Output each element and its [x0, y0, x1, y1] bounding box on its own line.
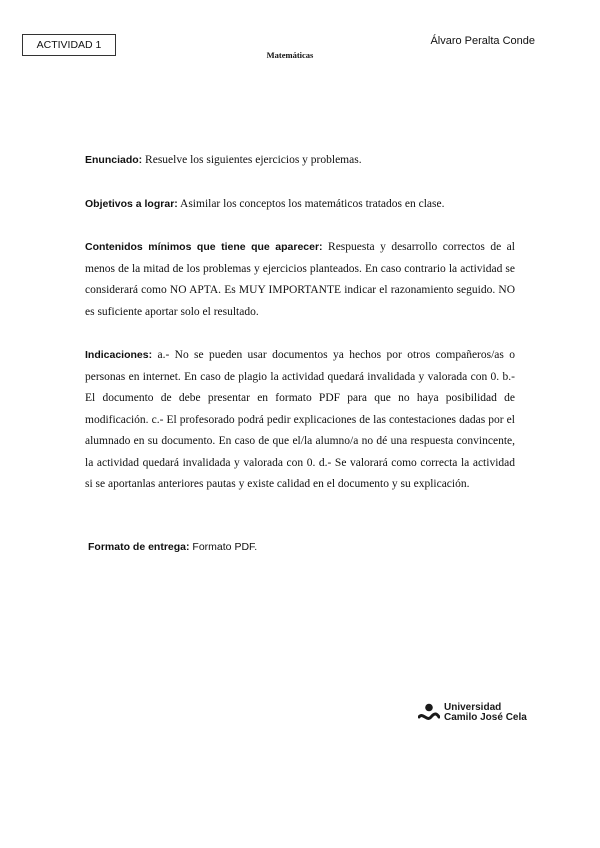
instructions-text: a.- No se pueden usar documentos ya hechos por otros compañeros/as o personas en internet. En caso de plagio la actividad quedará invalidada y valorada con 0. b.- El documento de debe presentar en formato PDF para que no haya posibilidad de modificación. c.- El profesorado podrá pedir explicaciones de las contestaciones dadas por el alumnado en su documento. En caso de que el/la alumno/a no dé una respuesta convincente, la actividad quedará invalidada y valorada con 0. d.- Se valorará como correcta la actividad si se aportanlas anteriores pautas y existe calidad en el documento y su explicación.	[85, 349, 515, 490]
document-body	[85, 150, 515, 518]
statement-label: Enunciado:	[85, 154, 143, 166]
instructions-paragraph	[85, 345, 515, 496]
university-logo-line1: Universidad	[444, 701, 502, 713]
objectives-text: Asimilar los conceptos los matemáticos tratados en clase.	[177, 197, 445, 210]
statement-text: Resuelve los siguientes ejercicios y problemas.	[142, 154, 362, 166]
contents-label: Contenidos mínimos que tiene que aparecer:	[85, 241, 323, 253]
author-name: Álvaro Peralta Conde	[430, 35, 535, 47]
university-logo	[418, 702, 527, 724]
university-logo-line2: Camilo José Cela	[444, 712, 527, 723]
activity-badge-label: ACTIVIDAD 1	[36, 39, 102, 51]
subject-title: Matemáticas	[266, 50, 314, 60]
university-logo-text	[444, 703, 527, 724]
activity-badge	[22, 34, 116, 56]
delivery-format-label: Formato de entrega:	[88, 541, 190, 553]
delivery-format-text: Formato PDF.	[189, 541, 258, 553]
objectives-label: Objetivos a lograr:	[85, 197, 178, 210]
contents-paragraph	[85, 237, 515, 323]
statement-paragraph	[85, 150, 515, 172]
delivery-format	[88, 541, 257, 553]
objectives-paragraph	[85, 194, 515, 216]
instructions-label: Indicaciones:	[85, 349, 153, 361]
university-emblem-icon	[418, 702, 440, 724]
contents-text: Respuesta y desarrollo correctos de al menos de la mitad de los problemas y ejercicios planteados. En caso contrario la actividad se considerará como NO APTA. Es MUY IMPORTANTE indicar el razonamiento seguido. NO es suficiente aportar solo el resultado.	[85, 241, 515, 318]
